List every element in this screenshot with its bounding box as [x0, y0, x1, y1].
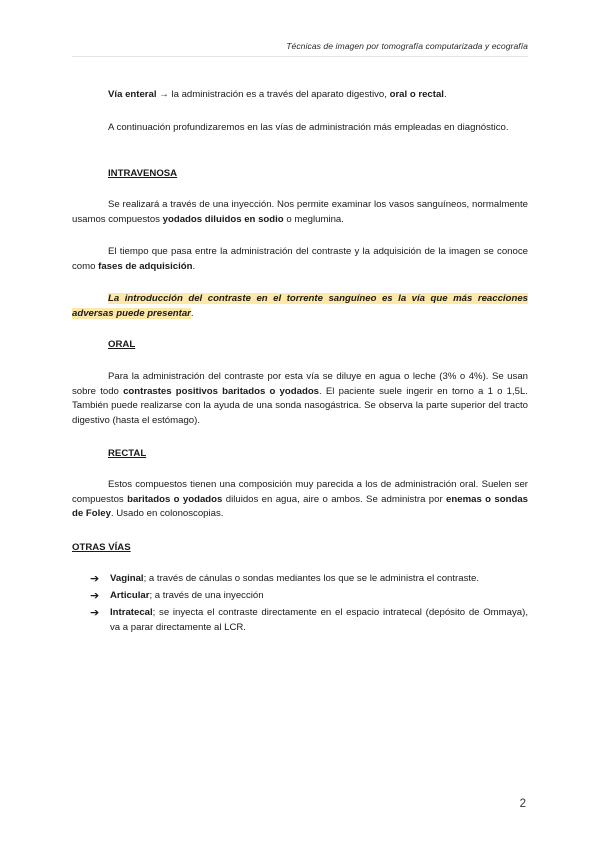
- enteral-routes: oral o rectal: [389, 89, 444, 100]
- oral-text-2: . El paciente suele ingerir en torno a 1 o 1,5L. También puede realizarse con la ayuda de una sonda nasogástrica. Se observa la parte superior del tracto digestivo (hasta el estómago).: [72, 385, 528, 426]
- oral-paragraph: [72, 370, 528, 428]
- item-term: Articular: [110, 589, 150, 601]
- list-item: [90, 589, 528, 604]
- item-term: Vaginal: [110, 573, 144, 584]
- arrow-bullet-icon: ➔: [90, 573, 100, 585]
- item-term: Intratecal: [110, 606, 153, 618]
- intravenosa-p1-bold: yodados diluidos en sodio: [162, 213, 284, 225]
- rectal-bold-2: enemas o sondas de Foley: [72, 493, 528, 520]
- enteral-period: .: [443, 89, 447, 100]
- rectal-text-2: diluidos en agua, aire o ambos. Se administra por: [222, 493, 447, 505]
- item-text: ; se inyecta el contraste directamente en el espacio intratecal (depósito de Ommaya), va a parar directamente al LCR.: [110, 606, 528, 633]
- header-rule: [72, 56, 528, 57]
- intravenosa-paragraph-2: [72, 245, 528, 274]
- highlighted-warning: La introducción del contraste en el torrente sanguíneo es la vía que más reacciones adversas puede presentar: [72, 293, 528, 319]
- rectal-paragraph: [72, 478, 528, 522]
- heading-otras-vias: OTRAS VÍAS: [72, 542, 131, 553]
- enteral-paragraph: [72, 88, 528, 103]
- otras-vias-list: [90, 572, 528, 638]
- intravenosa-warning: [72, 292, 528, 321]
- heading-intravenosa: INTRAVENOSA: [108, 168, 178, 179]
- intravenosa-paragraph-1: [72, 198, 528, 227]
- intravenosa-p2-text: El tiempo que pasa entre la administración del contraste y la adquisición de la imagen se conoce como: [72, 246, 528, 272]
- rectal-text-3: . Usado en colonoscopias.: [110, 508, 224, 520]
- enteral-arrow: →: [159, 89, 169, 100]
- arrow-bullet-icon: ➔: [90, 589, 100, 602]
- list-item: [90, 572, 528, 587]
- rectal-bold-1: baritados o yodados: [127, 493, 223, 505]
- oral-text-1: Para la administración del contraste por esta vía se diluye en agua o leche (3% o 4%). Se usan sobre todo: [72, 371, 528, 397]
- running-header: Técnicas de imagen por tomografía computarizada y ecografía: [286, 41, 528, 51]
- heading-rectal: RECTAL: [108, 448, 147, 459]
- warning-period: .: [190, 307, 194, 319]
- intravenosa-p2-bold: fases de adquisición: [98, 260, 193, 272]
- rectal-text-1: Estos compuestos tienen una composición muy parecida a los de administración oral. Suelen ser compuestos: [72, 479, 528, 505]
- intravenosa-p1-end: meglumina.: [294, 213, 344, 225]
- arrow-bullet-icon: ➔: [90, 606, 100, 619]
- list-item: [90, 606, 528, 635]
- enteral-text: la administración es a través del aparato digestivo,: [168, 89, 390, 100]
- intravenosa-p1-mid: o: [283, 213, 295, 225]
- oral-bold-1: contrastes positivos baritados o yodados: [123, 385, 320, 397]
- enteral-term: Vía enteral: [108, 89, 157, 100]
- intro-paragraph: A continuación profundizaremos en las vías de administración más empleadas en diagnóstico.: [108, 122, 509, 133]
- page-number: 2: [519, 798, 526, 810]
- intravenosa-p1-text: Se realizará a través de una inyección. Nos permite examinar los vasos sanguíneos, normalmente usamos compuestos: [72, 199, 528, 225]
- intravenosa-p2-end: .: [192, 260, 196, 272]
- heading-oral: ORAL: [108, 339, 136, 350]
- item-text: ; a través de cánulas o sondas mediantes los que se le administra el contraste.: [143, 573, 480, 584]
- item-text: ; a través de una inyección: [149, 589, 264, 601]
